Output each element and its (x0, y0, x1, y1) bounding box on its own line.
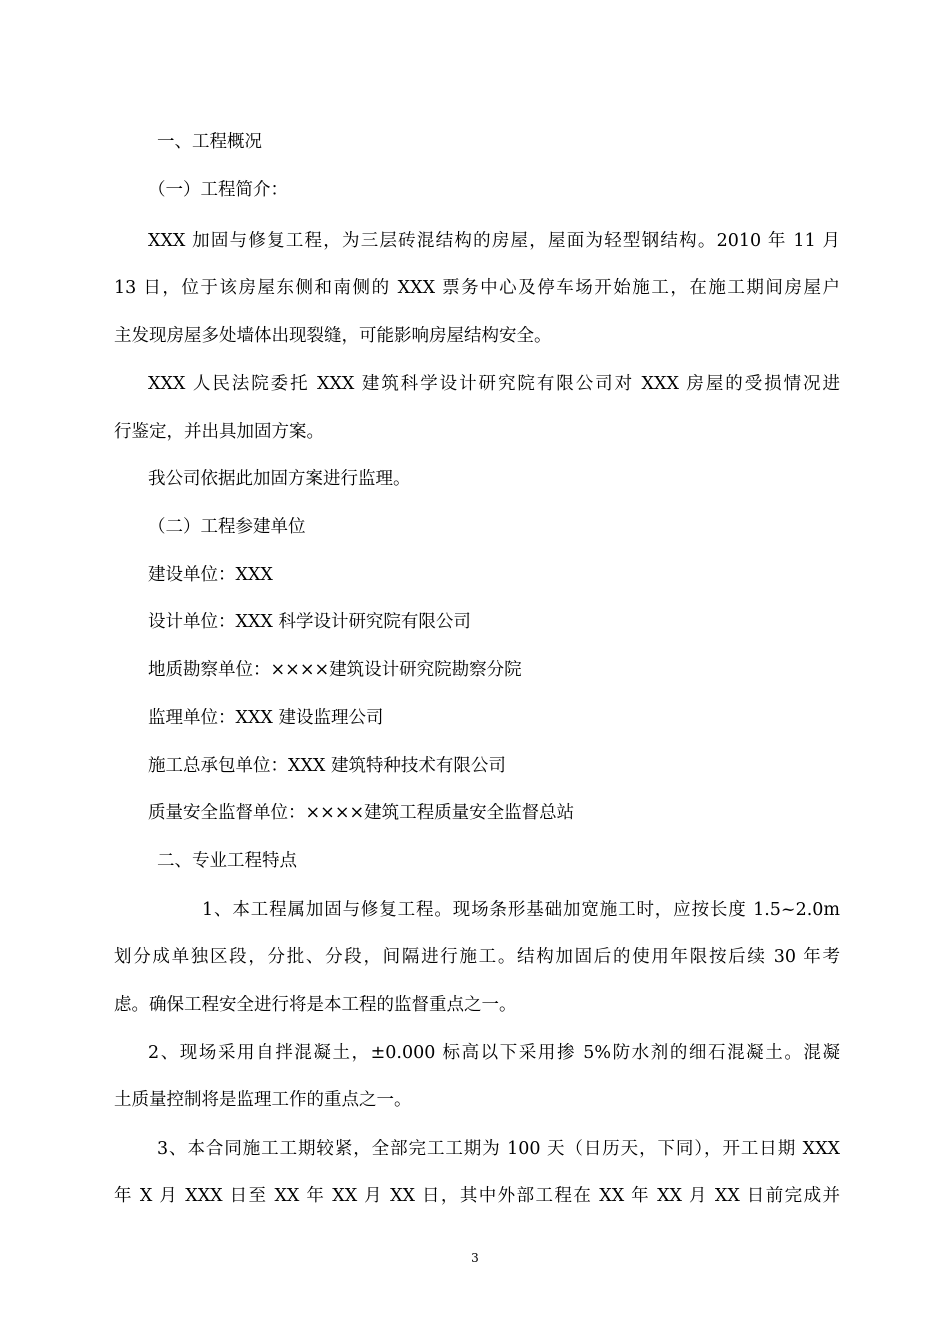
unit-design: 设计单位：XXX 科学设计研究院有限公司 (148, 612, 471, 632)
unit-supervision: 监理单位：XXX 建设监理公司 (148, 708, 384, 728)
paragraph-intro-line-2: 13 日，位于该房屋东侧和南侧的 XXX 票务中心及停车场开始施工，在施工期间房屋户 (114, 278, 840, 298)
paragraph-court-line-1: XXX 人民法院委托 XXX 建筑科学设计研究院有限公司对 XXX 房屋的受损情况进 (148, 374, 840, 394)
item-2-line-2: 土质量控制将是监理工作的重点之一。 (114, 1090, 412, 1110)
paragraph-intro-line-1: XXX 加固与修复工程，为三层砖混结构的房屋，屋面为轻型钢结构。2010 年 11 月 (148, 231, 840, 251)
subsection-heading-intro: （一）工程简介： (148, 180, 288, 200)
unit-quality-safety: 质量安全监督单位：××××建筑工程质量安全监督总站 (148, 803, 575, 823)
paragraph-court-line-2: 行鉴定，并出具加固方案。 (114, 422, 324, 442)
section-heading-characteristics: 二、专业工程特点 (157, 851, 297, 871)
page-number: 3 (471, 1251, 479, 1265)
item-1-line-1: 1、本工程属加固与修复工程。现场条形基础加宽施工时，应按长度 1.5~2.0m (202, 900, 840, 920)
section-heading-overview: 一、工程概况 (157, 132, 262, 152)
unit-general-contractor: 施工总承包单位：XXX 建筑特种技术有限公司 (148, 756, 506, 776)
item-3-line-2: 年 X 月 XXX 日至 XX 年 XX 月 XX 日，其中外部工程在 XX 年 XX 月 XX 日前完成并 (114, 1186, 840, 1206)
unit-construction-owner: 建设单位：XXX (148, 565, 273, 585)
paragraph-supervision-basis: 我公司依据此加固方案进行监理。 (148, 469, 411, 489)
item-2-line-1: 2、现场采用自拌混凝土，±0.000 标高以下采用掺 5%防水剂的细石混凝土。混凝 (148, 1043, 840, 1063)
unit-geological-survey: 地质勘察单位：××××建筑设计研究院勘察分院 (148, 660, 522, 680)
item-1-line-3: 虑。确保工程安全进行将是本工程的监督重点之一。 (114, 995, 517, 1015)
paragraph-intro-line-3: 主发现房屋多处墙体出现裂缝，可能影响房屋结构安全。 (114, 326, 552, 346)
item-3-line-1: 3、本合同施工工期较紧，全部完工工期为 100 天（日历天，下同），开工日期 XXX (157, 1139, 840, 1159)
item-1-line-2: 划分成单独区段，分批、分段，间隔进行施工。结构加固后的使用年限按后续 30 年考 (114, 947, 840, 967)
subsection-heading-participants: （二）工程参建单位 (148, 517, 306, 537)
